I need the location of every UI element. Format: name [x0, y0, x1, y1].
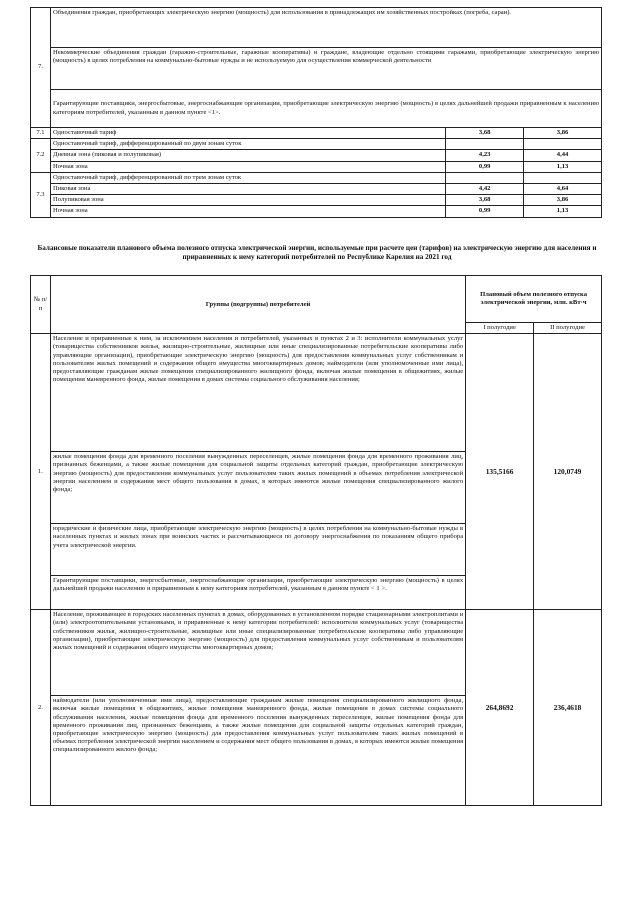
- volume-table: [30, 275, 602, 806]
- row-7-2-number: 7.2: [31, 139, 51, 173]
- tariff-value-h2: 4,64: [524, 184, 602, 195]
- header-number: № п/п: [31, 276, 51, 334]
- category-text: Гарантирующие поставщики, энергосбытовые, энергоснабжающие организации, приобретающие электрическую энергию (мощность) в целях дальнейшей продажи приравненным к населению категориям потребителей, указанным в данном пункте <1>.: [50, 90, 601, 128]
- header-h1: I полугодие: [466, 323, 534, 334]
- tariff-value-h1: 3,68: [446, 128, 524, 139]
- section-heading: Балансовые показатели планового объема полезного отпуска электрической энергии, используемые при расчете цен (тарифов) на электрическую энергию для населения и приравненных к нему категорий потребителей по Республике Карелия на 2021 год: [37, 244, 597, 261]
- tariff-value-h2: 4,44: [524, 150, 602, 161]
- tariff-value-h2: 1,13: [524, 161, 602, 172]
- volume-h1: 135,5166: [466, 334, 534, 610]
- group-text: жилые помещения фонда для временного поселения вынужденных переселенцев, жилые помещения фонда для временного проживания лиц, признанных беженцами, а также жилые помещения для социальной защиты отдельных категорий граждан, приобретающие электрическую энергию (мощность) для предоставления коммунальных услуг пользователям таких жилых помещений в объемах потребления электрической энергии населением и содержания мест общего пользования в домах, в которых имеются жилые помещения специализированного жилого фонда;: [50, 452, 465, 524]
- row-7-3-number: 7.3: [31, 172, 51, 217]
- tariff-value-h1: 4,42: [446, 184, 524, 195]
- tariff-value-h1: 0,99: [446, 161, 524, 172]
- tariff-label: Ночная зона: [50, 206, 445, 217]
- tariff-label: Одноставочный тариф: [50, 128, 445, 139]
- volume-h2: 120,0749: [534, 334, 602, 610]
- row-7-1-number: 7.1: [31, 128, 51, 139]
- group-text: Гарантирующие поставщики, энергосбытовые, энергоснабжающие организации, приобретающие электрическую энергию (мощность) в целях дальнейшей продажи населению и приравненным к нему категориям потребителей, указанным в данном пункте < 1 >.: [50, 576, 465, 610]
- tariff-value-h2: 3,86: [524, 195, 602, 206]
- header-h2: II полугодие: [534, 323, 602, 334]
- group-text: Население, проживающее в городских населенных пунктах в домах, оборудованных в установленном порядке стационарными электроплитами и (или) электроотопительными установками, и приравненные к нему категории потребителей: исполнители коммунальных услуг (товарищества собственников жилья, жилищно-строительные, жилищные или иные специализированные потребительские кооперативы либо управляющие организации), приобретающие электрическую энергию (мощность) для предоставления коммунальных услуг собственникам и пользователям жилых помещений и содержания общего имущества многоквартирных домов;: [50, 610, 465, 696]
- tariff-label: Дневная зона (пиковая и полупиковая): [50, 150, 445, 161]
- group-text: юридические и физические лица, приобретающие электрическую энергию (мощность) в целях потребления на коммунально-бытовые нужды в населенных пунктах и жилых зонах при воинских частях и рассчитывающиеся по договору энергоснабжения по показаниям общего прибора учета электрической энергии.: [50, 524, 465, 576]
- category-text: Объединения граждан, приобретающих электрическую энергию (мощность) для использования в принадлежащих им хозяйственных постройках (погреба, сараи).: [50, 8, 601, 48]
- tariff-label: Пиковая зона: [50, 184, 445, 195]
- tariff-value-h2: 1,13: [524, 206, 602, 217]
- tariff-label: Полупиковая зона: [50, 195, 445, 206]
- tariff-table: [30, 7, 602, 218]
- tariff-value-h1: 4,23: [446, 150, 524, 161]
- row-7-number: 7.: [31, 8, 51, 128]
- tariff-value-h2: 3,86: [524, 128, 602, 139]
- tariff-value-h1: 3,68: [446, 195, 524, 206]
- tariff-label: Одноставочный тариф, дифференцированный по двум зонам суток: [50, 139, 445, 150]
- row-2-number: 2.: [31, 610, 51, 806]
- tariff-label: Ночная зона: [50, 161, 445, 172]
- group-text: наймодатели (или уполномоченные ими лица), предоставляющие гражданам жилые помещения специализированного жилищного фонда, включая жилые помещения в общежитиях, жилые помещения маневренного фонда, жилые помещения в домах системы социального обслуживания населения, жилые помещения фонда для временного поселения вынужденных переселенцев, жилые помещения фонда для временного проживания лиц, признанных беженцами, а также жилые помещения для социальной защиты отдельных категорий граждан, приобретающие электрическую энергию (мощность) для предоставления коммунальных услуг пользователям таких жилых помещений в объемах потребления электрической энергии населением и содержания мест общего пользования в домах, в которых имеются жилые помещения специализированного жилого фонда;: [50, 696, 465, 806]
- group-text: Население и приравненные к ним, за исключением населения и потребителей, указанных в пунктах 2 и 3: исполнители коммунальных услуг (товарищества собственников жилья, жилищно-строительные, жилищные или иные специализированные потребительские кооперативы либо управляющие организации), приобретающие электрическую энергию (мощность) для предоставления коммунальных услуг собственникам и пользователям жилых помещений и содержания общего имущества многоквартирных домов; наймодатели (или уполномоченные ими лица), предоставляющие гражданам жилые помещения специализированного жилищного фонда, включая жилые помещения в общежитиях, жилые помещения маневренного фонда, жилые помещения в домах системы социального обслуживания населения;: [50, 334, 465, 452]
- row-1-number: 1.: [31, 334, 51, 610]
- header-group: Группы (подгруппы) потребителей: [50, 276, 465, 334]
- header-volume: Плановый объем полезного отпуска электрической энергии, млн. кВт·ч: [466, 276, 602, 323]
- tariff-value-h1: 0,99: [446, 206, 524, 217]
- tariff-label: Одноставочный тариф, дифференцированный по трем зонам суток: [50, 172, 445, 183]
- volume-h2: 236,4618: [534, 610, 602, 806]
- volume-h1: 264,8692: [466, 610, 534, 806]
- category-text: Некоммерческие объединения граждан (гаражно-строительные, гаражные кооперативы) и граждане, владеющие отдельно стоящими гаражами, приобретающие электрическую энергию (мощность) в целях потребления на коммунально-бытовые нужды и не используемую для осуществления коммерческой деятельности: [50, 48, 601, 90]
